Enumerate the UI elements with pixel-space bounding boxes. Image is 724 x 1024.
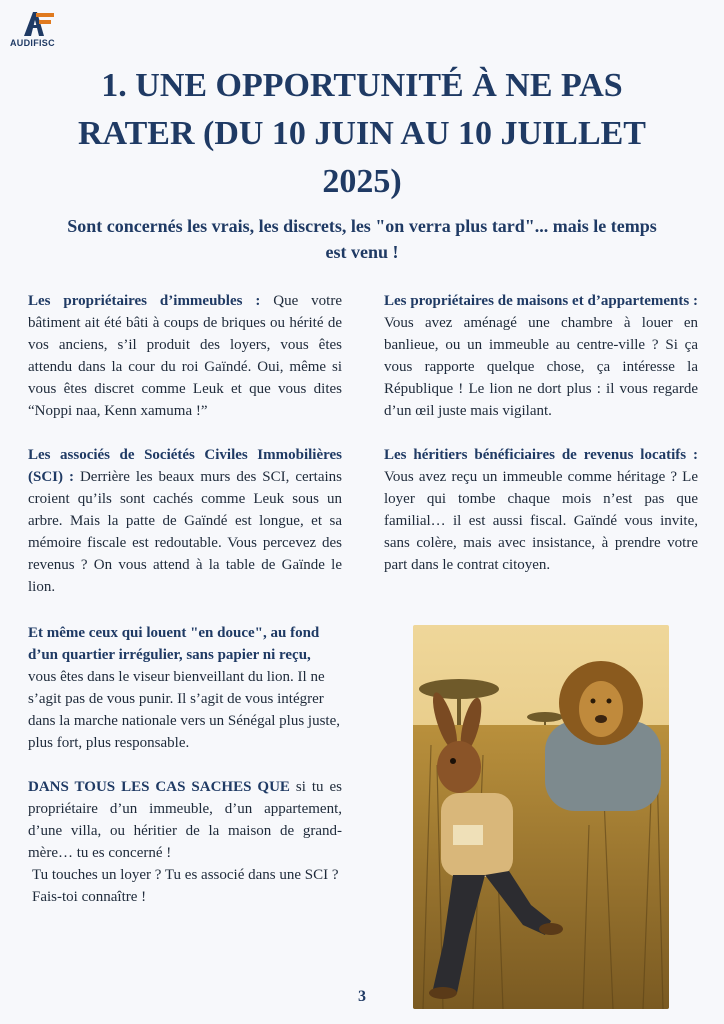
audifisc-logo — [10, 10, 68, 50]
section-body: Vous avez reçu un immeuble comme héritage ? Le loyer qui tombe chaque mois n’est pas que familial… il est aussi fiscal. Gaïndé vous invite, sans colère, mais avec insistance, à prendre votre part dans le contrat citoyen. — [384, 469, 698, 573]
savanna-scene — [413, 625, 669, 1009]
section-lead: DANS TOUS LES CAS SACHES QUE — [28, 779, 290, 795]
page-title: 1. UNE OPPORTUNITÉ À NE PAS RATER (DU 10 JUIN AU 10 JUILLET 2025) — [78, 67, 646, 200]
section-owners-houses — [384, 290, 698, 422]
logo-text: AUDIFISC — [10, 38, 55, 48]
af-monogram-icon — [22, 10, 56, 36]
section-body: si tu es propriétaire d’un immeuble, d’un appartement, d’une villa, ou héritier de la maison de grand-mère… tu es concerné ! — [28, 779, 342, 861]
section-lead: Les propriétaires de maisons et d’appartements : — [384, 293, 698, 309]
section-extra: Tu touches un loyer ? Tu es associé dans une SCI ? Fais-toi connaître ! — [32, 867, 339, 905]
section-sci-partners — [28, 444, 342, 598]
section-body: Que votre bâtiment ait été bâti à coups de briques ou hérité de vos anciens, s’il produit des loyers, vous êtes attendu dans la cour du roi Gaïndé. Oui, même si vous êtes discret comme Leuk et que vous dites “Noppi naa, Kenn xamuma !” — [28, 293, 343, 419]
hare-and-lion-illustration — [413, 625, 669, 1009]
section-owners-buildings — [28, 290, 342, 422]
section-lead: Les associés de Sociétés Civiles Immobilières (SCI) : — [28, 447, 342, 485]
section-body: Vous avez aménagé une chambre à louer en banlieue, ou un immeuble au centre-ville ? Si ça vous rapporte quelque chose, ça intéresse la République ! Le lion ne dort plus : il vous regarde d’un œil juste mais vigilant. — [384, 315, 698, 419]
section-lead: Les héritiers bénéficiaires de revenus locatifs : — [384, 447, 698, 463]
section-all-cases — [28, 776, 342, 908]
section-informal — [28, 622, 342, 754]
section-lead: Et même ceux qui louent "en douce", au fond d’un quartier irrégulier, sans papier ni reçu, — [28, 625, 320, 663]
section-body: vous êtes dans le viseur bienveillant du lion. Il ne s’agit pas de vous punir. Il s’agit de vous intégrer dans la marche nationale vers un Sénégal plus juste, plus fort, plus responsable. — [28, 669, 340, 751]
page-number: 3 — [358, 988, 366, 1005]
section-body: Derrière les beaux murs des SCI, certains croient qu’ils sont cachés comme Leuk sous un arbre. Mais la patte de Gaïndé est longue, et sa mémoire fiscale est redoutable. Vous percevez des revenus ? On vous attend à la table de Gaïnde le lion. — [28, 469, 342, 595]
section-lead: Les propriétaires d’immeubles : — [28, 293, 261, 309]
section-heirs — [384, 444, 698, 576]
page-subtitle: Sont concernés les vrais, les discrets, les "on verra plus tard"... mais le temps est venu ! — [67, 216, 657, 262]
